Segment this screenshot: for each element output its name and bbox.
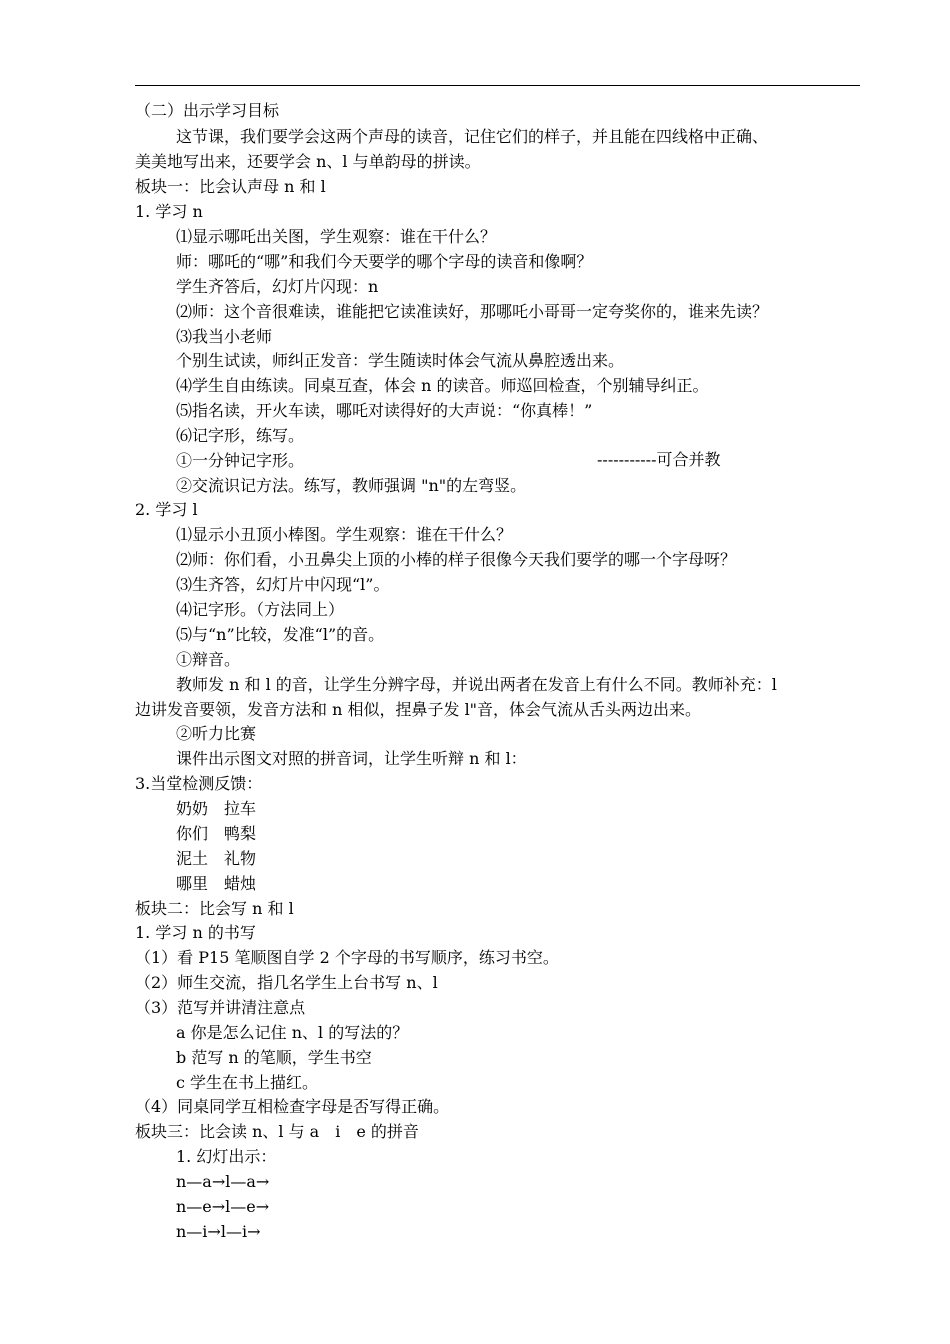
step-line: ①辩音。 (176, 650, 241, 669)
step-line: ⑵师：这个音很难读，谁能把它读准读好，那哪吒小哥哥一定夸奖你的，谁来先读？ (176, 302, 769, 321)
header-rule (135, 85, 860, 86)
section-heading: （二）出示学习目标 (135, 101, 280, 120)
word-pair: 泥土 礼物 (176, 849, 257, 868)
step-line: ⑹记字形，练写。 (176, 426, 305, 445)
step-line: ①一分钟记字形。 (176, 451, 305, 470)
step-line: a 你是怎么记住 n、l 的写法的？ (176, 1023, 409, 1042)
step-line: ⑷记字形。（方法同上） (176, 600, 345, 619)
numbered-heading: 2. 学习 l (135, 500, 198, 519)
paragraph-line: 这节课，我们要学会这两个声母的读音，记住它们的样子，并且能在四线格中正确、 (176, 127, 769, 146)
block-heading: 板块二：比会写 n 和 l (135, 899, 294, 918)
step-line: b 范写 n 的笔顺，学生书空 (176, 1048, 372, 1067)
step-line: ②听力比赛 (176, 724, 257, 743)
paragraph-line: 教师发 n 和 l 的音，让学生分辨字母，并说出两者在发音上有什么不同。教师补充：l (176, 675, 777, 694)
step-line: （4）同桌同学互相检查字母是否写得正确。 (135, 1097, 450, 1116)
word-pair: 你们 鸭梨 (176, 824, 257, 843)
paragraph-line: 美美地写出来，还要学会 n、l 与单韵母的拼读。 (135, 152, 481, 171)
step-line: 课件出示图文对照的拼音词，让学生听辩 n 和 l： (176, 749, 527, 768)
paragraph-line: 边讲发音要领，发音方法和 n 相似，捏鼻子发 l"音，体会气流从舌头两边出来。 (135, 700, 702, 719)
side-note: -----------可合并教 (597, 450, 721, 469)
numbered-heading: 1. 学习 n 的书写 (135, 923, 256, 942)
step-line: ⑶我当小老师 (176, 327, 273, 346)
step-line: 学生齐答后，幻灯片闪现：n (176, 277, 379, 296)
step-line: ⑶生齐答，幻灯片中闪现“l”。 (176, 575, 390, 594)
step-line: （1）看 P15 笔顺图自学 2 个字母的书写顺序，练习书空。 (135, 948, 559, 967)
pinyin-line: n—i→l—i→ (176, 1222, 261, 1241)
step-line: ⑸与“n”比较，发准“l”的音。 (176, 625, 385, 644)
word-pair: 奶奶 拉车 (176, 799, 257, 818)
step-line: 师：哪吒的“哪”和我们今天要学的哪个字母的读音和像啊？ (176, 252, 593, 271)
block-heading: 板块三：比会读 n、l 与 a i e 的拼音 (135, 1122, 419, 1141)
step-line: ⑷学生自由练读。同桌互查，体会 n 的读音。师巡回检查，个别辅导纠正。 (176, 376, 709, 395)
step-line: ⑵师：你们看，小丑鼻尖上顶的小棒的样子很像今天我们要学的哪一个字母呀？ (176, 550, 737, 569)
step-line: 1. 幻灯出示： (176, 1147, 277, 1166)
numbered-heading: 3.当堂检测反馈： (135, 774, 263, 793)
step-line: （2）师生交流，指几名学生上台书写 n、l (135, 973, 438, 992)
step-line: ②交流识记方法。练写，教师强调 "n"的左弯竖。 (176, 476, 527, 495)
step-line: （3）范写并讲清注意点 (135, 998, 306, 1017)
pinyin-line: n—e→l—e→ (176, 1197, 270, 1216)
step-line: ⑸指名读，开火车读，哪吒对读得好的大声说：“你真棒！” (176, 401, 593, 420)
numbered-heading: 1. 学习 n (135, 202, 203, 221)
step-line: ⑴显示小丑顶小棒图。学生观察：谁在干什么？ (176, 525, 513, 544)
step-line: c 学生在书上描红。 (176, 1073, 319, 1092)
word-pair: 哪里 蜡烛 (176, 874, 257, 893)
step-line: 个别生试读，师纠正发音：学生随读时体会气流从鼻腔透出来。 (176, 351, 625, 370)
step-line: ⑴显示哪吒出关图，学生观察：谁在干什么？ (176, 227, 497, 246)
pinyin-line: n—a→l—a→ (176, 1172, 270, 1191)
block-heading: 板块一：比会认声母 n 和 l (135, 177, 326, 196)
